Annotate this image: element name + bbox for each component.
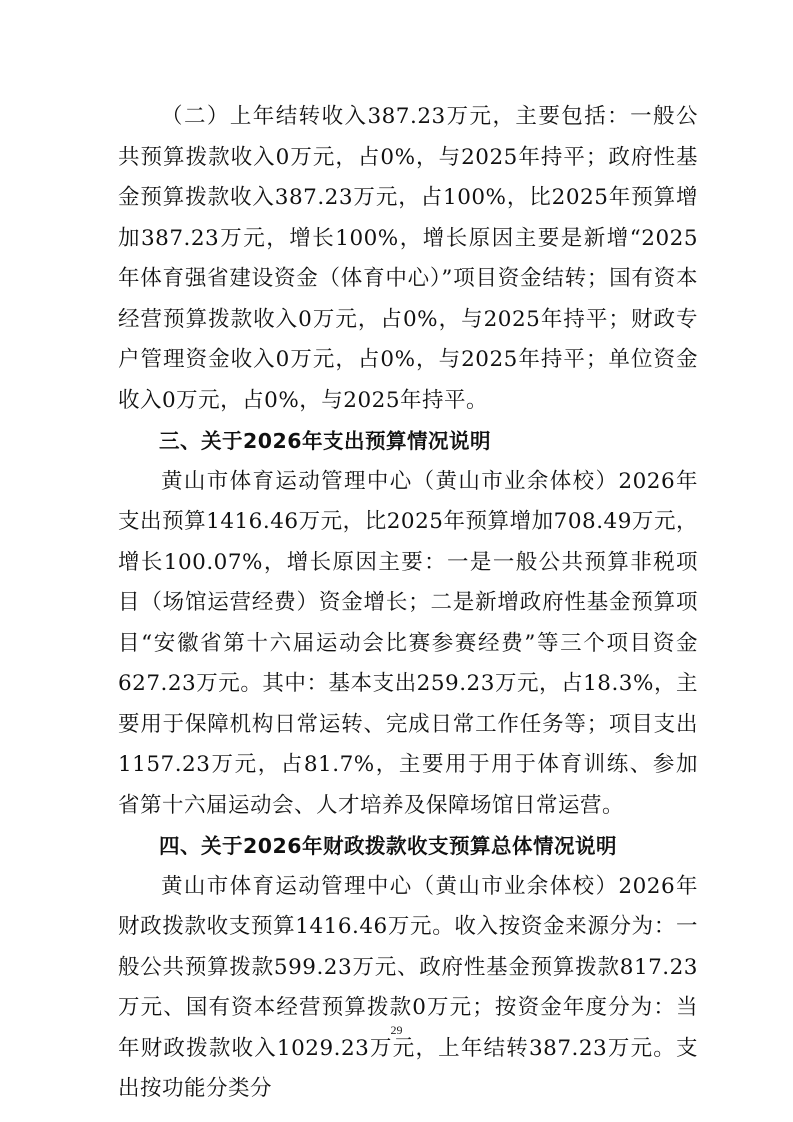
- page-number: 29: [390, 1023, 403, 1037]
- paragraph-expenditure-budget: 黄山市体育运动管理中心（黄山市业余体校）2026年支出预算1416.46万元，比2025年预算增加708.49万元，增长100.07%，增长原因主要：一是一般公共预算非税项目（场馆运营经费）资金增长；二是新增政府性基金预算项目“安徽省第十六届运动会比赛参赛经费”等三个项目资金627.23万元。其中：基本支出259.23万元，占18.3%，主要用于保障机构日常运转、完成日常工作任务等；项目支出1157.23万元，占81.7%，主要用于用于体育训练、参加省第十六届运动会、人才培养及保障场馆日常运营。: [118, 468, 698, 818]
- section-heading-expenditure-budget: 三、关于2026年支出预算情况说明: [159, 429, 492, 453]
- paragraph-prior-year-carryover: （二）上年结转收入387.23万元，主要包括：一般公共预算拨款收入0万元，占0%，与2025年持平；政府性基金预算拨款收入387.23万元，占100%，比2025年预算增加387.23万元，增长100%，增长原因主要是新增“2025年体育强省建设资金（体育中心）”项目资金结转；国有资本经营预算拨款收入0万元，占0%，与2025年持平；财政专户管理资金收入0万元，占0%，与2025年持平；单位资金收入0万元，占0%，与2025年持平。: [118, 104, 698, 413]
- section-heading-fiscal-appropriation: 四、关于2026年财政拨款收支预算总体情况说明: [159, 834, 618, 858]
- paragraph-fiscal-appropriation: 黄山市体育运动管理中心（黄山市业余体校）2026年财政拨款收支预算1416.46万元。收入按资金来源分为：一般公共预算拨款599.23万元、政府性基金预算拨款817.23万元、国有资本经营预算拨款0万元；按资金年度分为：当年财政拨款收入1029.23万元，上年结转387.23万元。支出按功能分类分: [118, 873, 698, 1101]
- document-body: [118, 97, 698, 1110]
